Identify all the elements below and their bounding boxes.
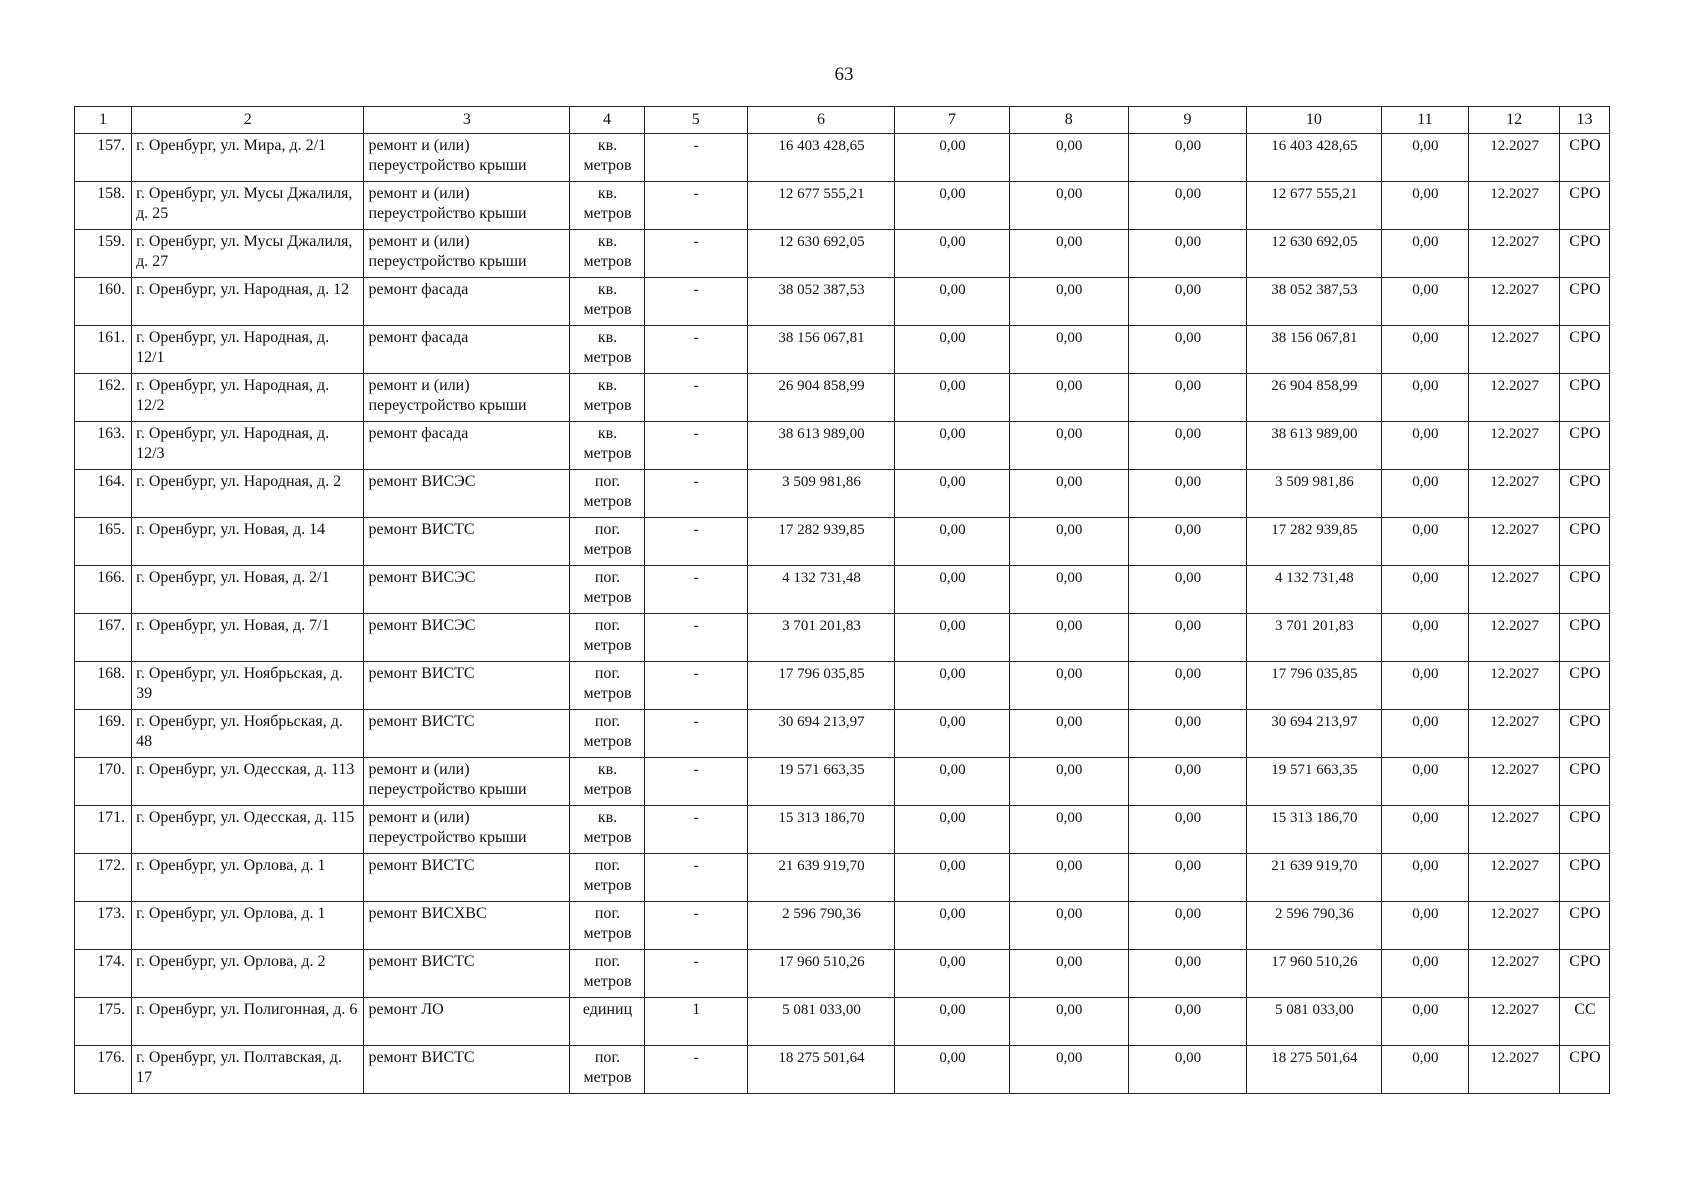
fund-cost-cell: 26 904 858,99 — [1247, 374, 1382, 422]
fund-type-cell: СРО — [1559, 326, 1609, 374]
row-number: 164. — [75, 470, 132, 518]
cost-col8-cell: 0,00 — [1009, 806, 1128, 854]
cost-col8-cell: 0,00 — [1009, 998, 1128, 1046]
work-type-cell: ремонт и (или) переустройство крыши — [364, 374, 570, 422]
unit-cell: кв. метров — [570, 758, 644, 806]
deadline-cell: 12.2027 — [1469, 566, 1560, 614]
table-row — [75, 470, 1610, 518]
cost-col7-cell: 0,00 — [895, 1046, 1009, 1094]
column-number: 13 — [1559, 107, 1609, 134]
cost-col7-cell: 0,00 — [895, 374, 1009, 422]
cost-col11-cell: 0,00 — [1381, 518, 1469, 566]
row-number: 158. — [75, 182, 132, 230]
quantity-cell: - — [644, 662, 747, 710]
total-cost-cell: 12 630 692,05 — [747, 230, 895, 278]
address-cell: г. Оренбург, ул. Полигонная, д. 6 — [132, 998, 364, 1046]
work-type-cell: ремонт и (или) переустройство крыши — [364, 230, 570, 278]
deadline-cell: 12.2027 — [1469, 758, 1560, 806]
unit-cell: пог. метров — [570, 902, 644, 950]
cost-col9-cell: 0,00 — [1128, 710, 1246, 758]
work-type-cell: ремонт ВИСТС — [364, 710, 570, 758]
column-number: 8 — [1009, 107, 1128, 134]
fund-cost-cell: 15 313 186,70 — [1247, 806, 1382, 854]
deadline-cell: 12.2027 — [1469, 854, 1560, 902]
cost-col7-cell: 0,00 — [895, 950, 1009, 998]
cost-col9-cell: 0,00 — [1128, 758, 1246, 806]
address-cell: г. Оренбург, ул. Народная, д. 12 — [132, 278, 364, 326]
address-cell: г. Оренбург, ул. Новая, д. 7/1 — [132, 614, 364, 662]
capital-repair-table — [74, 106, 1610, 1094]
cost-col9-cell: 0,00 — [1128, 998, 1246, 1046]
total-cost-cell: 18 275 501,64 — [747, 1046, 895, 1094]
fund-type-cell: СРО — [1559, 758, 1609, 806]
row-number: 162. — [75, 374, 132, 422]
fund-type-cell: СРО — [1559, 1046, 1609, 1094]
quantity-cell: - — [644, 806, 747, 854]
cost-col7-cell: 0,00 — [895, 182, 1009, 230]
address-cell: г. Оренбург, ул. Орлова, д. 1 — [132, 854, 364, 902]
fund-type-cell: СРО — [1559, 470, 1609, 518]
work-type-cell: ремонт ЛО — [364, 998, 570, 1046]
deadline-cell: 12.2027 — [1469, 710, 1560, 758]
fund-type-cell: СРО — [1559, 614, 1609, 662]
cost-col9-cell: 0,00 — [1128, 374, 1246, 422]
cost-col8-cell: 0,00 — [1009, 374, 1128, 422]
fund-type-cell: СС — [1559, 998, 1609, 1046]
cost-col11-cell: 0,00 — [1381, 134, 1469, 182]
row-number: 157. — [75, 134, 132, 182]
fund-type-cell: СРО — [1559, 278, 1609, 326]
cost-col9-cell: 0,00 — [1128, 278, 1246, 326]
cost-col9-cell: 0,00 — [1128, 182, 1246, 230]
row-number: 166. — [75, 566, 132, 614]
total-cost-cell: 16 403 428,65 — [747, 134, 895, 182]
cost-col9-cell: 0,00 — [1128, 950, 1246, 998]
total-cost-cell: 2 596 790,36 — [747, 902, 895, 950]
total-cost-cell: 4 132 731,48 — [747, 566, 895, 614]
row-number: 173. — [75, 902, 132, 950]
quantity-cell: - — [644, 710, 747, 758]
fund-cost-cell: 21 639 919,70 — [1247, 854, 1382, 902]
total-cost-cell: 3 701 201,83 — [747, 614, 895, 662]
quantity-cell: - — [644, 422, 747, 470]
total-cost-cell: 30 694 213,97 — [747, 710, 895, 758]
cost-col8-cell: 0,00 — [1009, 758, 1128, 806]
cost-col9-cell: 0,00 — [1128, 230, 1246, 278]
cost-col8-cell: 0,00 — [1009, 326, 1128, 374]
address-cell: г. Оренбург, ул. Мира, д. 2/1 — [132, 134, 364, 182]
quantity-cell: - — [644, 230, 747, 278]
row-number: 165. — [75, 518, 132, 566]
cost-col11-cell: 0,00 — [1381, 374, 1469, 422]
cost-col11-cell: 0,00 — [1381, 998, 1469, 1046]
deadline-cell: 12.2027 — [1469, 326, 1560, 374]
row-number: 172. — [75, 854, 132, 902]
fund-cost-cell: 17 282 939,85 — [1247, 518, 1382, 566]
unit-cell: кв. метров — [570, 374, 644, 422]
work-type-cell: ремонт ВИСТС — [364, 1046, 570, 1094]
deadline-cell: 12.2027 — [1469, 134, 1560, 182]
table-row — [75, 1046, 1610, 1094]
cost-col11-cell: 0,00 — [1381, 230, 1469, 278]
cost-col7-cell: 0,00 — [895, 902, 1009, 950]
deadline-cell: 12.2027 — [1469, 374, 1560, 422]
fund-type-cell: СРО — [1559, 902, 1609, 950]
fund-cost-cell: 38 613 989,00 — [1247, 422, 1382, 470]
table-row — [75, 134, 1610, 182]
deadline-cell: 12.2027 — [1469, 422, 1560, 470]
cost-col11-cell: 0,00 — [1381, 1046, 1469, 1094]
unit-cell: кв. метров — [570, 230, 644, 278]
total-cost-cell: 38 156 067,81 — [747, 326, 895, 374]
table-row — [75, 950, 1610, 998]
table-row — [75, 326, 1610, 374]
table-row — [75, 902, 1610, 950]
fund-type-cell: СРО — [1559, 230, 1609, 278]
fund-cost-cell: 38 052 387,53 — [1247, 278, 1382, 326]
table-row — [75, 566, 1610, 614]
table-row — [75, 374, 1610, 422]
address-cell: г. Оренбург, ул. Мусы Джалиля, д. 25 — [132, 182, 364, 230]
row-number: 171. — [75, 806, 132, 854]
unit-cell: кв. метров — [570, 422, 644, 470]
quantity-cell: - — [644, 758, 747, 806]
cost-col8-cell: 0,00 — [1009, 230, 1128, 278]
fund-cost-cell: 16 403 428,65 — [1247, 134, 1382, 182]
column-number: 7 — [895, 107, 1009, 134]
column-number: 9 — [1128, 107, 1246, 134]
cost-col7-cell: 0,00 — [895, 662, 1009, 710]
table-row — [75, 182, 1610, 230]
cost-col11-cell: 0,00 — [1381, 422, 1469, 470]
column-number: 4 — [570, 107, 644, 134]
unit-cell: пог. метров — [570, 854, 644, 902]
quantity-cell: - — [644, 326, 747, 374]
fund-type-cell: СРО — [1559, 374, 1609, 422]
column-number: 12 — [1469, 107, 1560, 134]
table-row — [75, 758, 1610, 806]
cost-col8-cell: 0,00 — [1009, 614, 1128, 662]
work-type-cell: ремонт ВИСЭС — [364, 470, 570, 518]
quantity-cell: - — [644, 278, 747, 326]
unit-cell: пог. метров — [570, 950, 644, 998]
address-cell: г. Оренбург, ул. Мусы Джалиля, д. 27 — [132, 230, 364, 278]
cost-col9-cell: 0,00 — [1128, 134, 1246, 182]
address-cell: г. Оренбург, ул. Орлова, д. 2 — [132, 950, 364, 998]
fund-type-cell: СРО — [1559, 854, 1609, 902]
deadline-cell: 12.2027 — [1469, 230, 1560, 278]
cost-col8-cell: 0,00 — [1009, 566, 1128, 614]
quantity-cell: - — [644, 950, 747, 998]
deadline-cell: 12.2027 — [1469, 998, 1560, 1046]
cost-col11-cell: 0,00 — [1381, 614, 1469, 662]
cost-col9-cell: 0,00 — [1128, 662, 1246, 710]
unit-cell: пог. метров — [570, 566, 644, 614]
address-cell: г. Оренбург, ул. Новая, д. 2/1 — [132, 566, 364, 614]
deadline-cell: 12.2027 — [1469, 182, 1560, 230]
total-cost-cell: 5 081 033,00 — [747, 998, 895, 1046]
work-type-cell: ремонт и (или) переустройство крыши — [364, 134, 570, 182]
address-cell: г. Оренбург, ул. Народная, д. 2 — [132, 470, 364, 518]
column-number: 11 — [1381, 107, 1469, 134]
fund-type-cell: СРО — [1559, 806, 1609, 854]
cost-col7-cell: 0,00 — [895, 806, 1009, 854]
cost-col8-cell: 0,00 — [1009, 134, 1128, 182]
address-cell: г. Оренбург, ул. Полтавская, д. 17 — [132, 1046, 364, 1094]
cost-col8-cell: 0,00 — [1009, 1046, 1128, 1094]
total-cost-cell: 17 282 939,85 — [747, 518, 895, 566]
work-type-cell: ремонт ВИСТС — [364, 518, 570, 566]
unit-cell: пог. метров — [570, 614, 644, 662]
quantity-cell: - — [644, 854, 747, 902]
cost-col9-cell: 0,00 — [1128, 566, 1246, 614]
cost-col8-cell: 0,00 — [1009, 902, 1128, 950]
total-cost-cell: 17 960 510,26 — [747, 950, 895, 998]
quantity-cell: - — [644, 182, 747, 230]
deadline-cell: 12.2027 — [1469, 806, 1560, 854]
column-number: 5 — [644, 107, 747, 134]
quantity-cell: - — [644, 566, 747, 614]
fund-cost-cell: 4 132 731,48 — [1247, 566, 1382, 614]
address-cell: г. Оренбург, ул. Орлова, д. 1 — [132, 902, 364, 950]
address-cell: г. Оренбург, ул. Народная, д. 12/1 — [132, 326, 364, 374]
row-number: 168. — [75, 662, 132, 710]
work-type-cell: ремонт и (или) переустройство крыши — [364, 182, 570, 230]
cost-col9-cell: 0,00 — [1128, 470, 1246, 518]
cost-col8-cell: 0,00 — [1009, 422, 1128, 470]
table-row — [75, 998, 1610, 1046]
table-row — [75, 806, 1610, 854]
quantity-cell: - — [644, 518, 747, 566]
deadline-cell: 12.2027 — [1469, 470, 1560, 518]
cost-col7-cell: 0,00 — [895, 470, 1009, 518]
address-cell: г. Оренбург, ул. Одесская, д. 113 — [132, 758, 364, 806]
deadline-cell: 12.2027 — [1469, 278, 1560, 326]
quantity-cell: - — [644, 134, 747, 182]
quantity-cell: 1 — [644, 998, 747, 1046]
cost-col8-cell: 0,00 — [1009, 518, 1128, 566]
column-number: 10 — [1247, 107, 1382, 134]
row-number: 169. — [75, 710, 132, 758]
fund-type-cell: СРО — [1559, 566, 1609, 614]
quantity-cell: - — [644, 902, 747, 950]
deadline-cell: 12.2027 — [1469, 518, 1560, 566]
cost-col9-cell: 0,00 — [1128, 614, 1246, 662]
work-type-cell: ремонт и (или) переустройство крыши — [364, 806, 570, 854]
cost-col9-cell: 0,00 — [1128, 902, 1246, 950]
cost-col11-cell: 0,00 — [1381, 902, 1469, 950]
deadline-cell: 12.2027 — [1469, 614, 1560, 662]
total-cost-cell: 38 052 387,53 — [747, 278, 895, 326]
cost-col11-cell: 0,00 — [1381, 566, 1469, 614]
column-number: 3 — [364, 107, 570, 134]
unit-cell: кв. метров — [570, 278, 644, 326]
address-cell: г. Оренбург, ул. Ноябрьская, д. 39 — [132, 662, 364, 710]
cost-col11-cell: 0,00 — [1381, 470, 1469, 518]
fund-cost-cell: 3 701 201,83 — [1247, 614, 1382, 662]
page-number: 63 — [834, 64, 854, 85]
quantity-cell: - — [644, 470, 747, 518]
cost-col9-cell: 0,00 — [1128, 518, 1246, 566]
fund-type-cell: СРО — [1559, 134, 1609, 182]
table-row — [75, 854, 1610, 902]
unit-cell: пог. метров — [570, 1046, 644, 1094]
cost-col8-cell: 0,00 — [1009, 278, 1128, 326]
work-type-cell: ремонт фасада — [364, 326, 570, 374]
unit-cell: единиц — [570, 998, 644, 1046]
cost-col11-cell: 0,00 — [1381, 662, 1469, 710]
total-cost-cell: 26 904 858,99 — [747, 374, 895, 422]
unit-cell: пог. метров — [570, 710, 644, 758]
total-cost-cell: 21 639 919,70 — [747, 854, 895, 902]
row-number: 170. — [75, 758, 132, 806]
cost-col11-cell: 0,00 — [1381, 950, 1469, 998]
cost-col9-cell: 0,00 — [1128, 806, 1246, 854]
cost-col9-cell: 0,00 — [1128, 422, 1246, 470]
column-number: 6 — [747, 107, 895, 134]
table-row — [75, 662, 1610, 710]
fund-cost-cell: 18 275 501,64 — [1247, 1046, 1382, 1094]
row-number: 163. — [75, 422, 132, 470]
work-type-cell: ремонт ВИСХВС — [364, 902, 570, 950]
work-type-cell: ремонт фасада — [364, 422, 570, 470]
fund-cost-cell: 2 596 790,36 — [1247, 902, 1382, 950]
total-cost-cell: 19 571 663,35 — [747, 758, 895, 806]
cost-col11-cell: 0,00 — [1381, 326, 1469, 374]
fund-type-cell: СРО — [1559, 422, 1609, 470]
column-number-row — [75, 107, 1610, 134]
unit-cell: кв. метров — [570, 134, 644, 182]
cost-col7-cell: 0,00 — [895, 326, 1009, 374]
quantity-cell: - — [644, 614, 747, 662]
total-cost-cell: 3 509 981,86 — [747, 470, 895, 518]
unit-cell: кв. метров — [570, 806, 644, 854]
table-row — [75, 278, 1610, 326]
fund-cost-cell: 38 156 067,81 — [1247, 326, 1382, 374]
cost-col7-cell: 0,00 — [895, 230, 1009, 278]
total-cost-cell: 38 613 989,00 — [747, 422, 895, 470]
cost-col7-cell: 0,00 — [895, 278, 1009, 326]
column-number: 2 — [132, 107, 364, 134]
fund-cost-cell: 12 630 692,05 — [1247, 230, 1382, 278]
work-type-cell: ремонт ВИСЭС — [364, 614, 570, 662]
fund-cost-cell: 5 081 033,00 — [1247, 998, 1382, 1046]
cost-col11-cell: 0,00 — [1381, 806, 1469, 854]
address-cell: г. Оренбург, ул. Ноябрьская, д. 48 — [132, 710, 364, 758]
row-number: 174. — [75, 950, 132, 998]
work-type-cell: ремонт ВИСТС — [364, 662, 570, 710]
cost-col8-cell: 0,00 — [1009, 182, 1128, 230]
cost-col11-cell: 0,00 — [1381, 182, 1469, 230]
cost-col8-cell: 0,00 — [1009, 950, 1128, 998]
cost-col9-cell: 0,00 — [1128, 1046, 1246, 1094]
work-type-cell: ремонт фасада — [364, 278, 570, 326]
row-number: 161. — [75, 326, 132, 374]
quantity-cell: - — [644, 1046, 747, 1094]
quantity-cell: - — [644, 374, 747, 422]
fund-cost-cell: 30 694 213,97 — [1247, 710, 1382, 758]
fund-type-cell: СРО — [1559, 710, 1609, 758]
work-type-cell: ремонт ВИСТС — [364, 950, 570, 998]
cost-col9-cell: 0,00 — [1128, 854, 1246, 902]
address-cell: г. Оренбург, ул. Одесская, д. 115 — [132, 806, 364, 854]
table-row — [75, 230, 1610, 278]
cost-col8-cell: 0,00 — [1009, 662, 1128, 710]
cost-col7-cell: 0,00 — [895, 422, 1009, 470]
total-cost-cell: 15 313 186,70 — [747, 806, 895, 854]
cost-col11-cell: 0,00 — [1381, 758, 1469, 806]
cost-col7-cell: 0,00 — [895, 758, 1009, 806]
cost-col7-cell: 0,00 — [895, 134, 1009, 182]
fund-cost-cell: 17 796 035,85 — [1247, 662, 1382, 710]
column-number: 1 — [75, 107, 132, 134]
fund-type-cell: СРО — [1559, 662, 1609, 710]
cost-col7-cell: 0,00 — [895, 614, 1009, 662]
work-type-cell: ремонт ВИСТС — [364, 854, 570, 902]
total-cost-cell: 12 677 555,21 — [747, 182, 895, 230]
work-type-cell: ремонт и (или) переустройство крыши — [364, 758, 570, 806]
fund-type-cell: СРО — [1559, 182, 1609, 230]
fund-cost-cell: 17 960 510,26 — [1247, 950, 1382, 998]
cost-col8-cell: 0,00 — [1009, 854, 1128, 902]
deadline-cell: 12.2027 — [1469, 1046, 1560, 1094]
deadline-cell: 12.2027 — [1469, 662, 1560, 710]
cost-col8-cell: 0,00 — [1009, 710, 1128, 758]
row-number: 175. — [75, 998, 132, 1046]
table-row — [75, 422, 1610, 470]
unit-cell: кв. метров — [570, 182, 644, 230]
unit-cell: пог. метров — [570, 518, 644, 566]
cost-col11-cell: 0,00 — [1381, 854, 1469, 902]
unit-cell: пог. метров — [570, 662, 644, 710]
deadline-cell: 12.2027 — [1469, 902, 1560, 950]
address-cell: г. Оренбург, ул. Народная, д. 12/3 — [132, 422, 364, 470]
table-row — [75, 710, 1610, 758]
unit-cell: кв. метров — [570, 326, 644, 374]
fund-type-cell: СРО — [1559, 518, 1609, 566]
work-type-cell: ремонт ВИСЭС — [364, 566, 570, 614]
fund-type-cell: СРО — [1559, 950, 1609, 998]
row-number: 159. — [75, 230, 132, 278]
total-cost-cell: 17 796 035,85 — [747, 662, 895, 710]
cost-col7-cell: 0,00 — [895, 710, 1009, 758]
cost-col7-cell: 0,00 — [895, 518, 1009, 566]
row-number: 167. — [75, 614, 132, 662]
table-row — [75, 614, 1610, 662]
cost-col7-cell: 0,00 — [895, 854, 1009, 902]
cost-col11-cell: 0,00 — [1381, 278, 1469, 326]
cost-col7-cell: 0,00 — [895, 998, 1009, 1046]
unit-cell: пог. метров — [570, 470, 644, 518]
address-cell: г. Оренбург, ул. Народная, д. 12/2 — [132, 374, 364, 422]
cost-col8-cell: 0,00 — [1009, 470, 1128, 518]
row-number: 176. — [75, 1046, 132, 1094]
fund-cost-cell: 3 509 981,86 — [1247, 470, 1382, 518]
deadline-cell: 12.2027 — [1469, 950, 1560, 998]
address-cell: г. Оренбург, ул. Новая, д. 14 — [132, 518, 364, 566]
cost-col11-cell: 0,00 — [1381, 710, 1469, 758]
table-row — [75, 518, 1610, 566]
fund-cost-cell: 19 571 663,35 — [1247, 758, 1382, 806]
cost-col7-cell: 0,00 — [895, 566, 1009, 614]
fund-cost-cell: 12 677 555,21 — [1247, 182, 1382, 230]
row-number: 160. — [75, 278, 132, 326]
cost-col9-cell: 0,00 — [1128, 326, 1246, 374]
